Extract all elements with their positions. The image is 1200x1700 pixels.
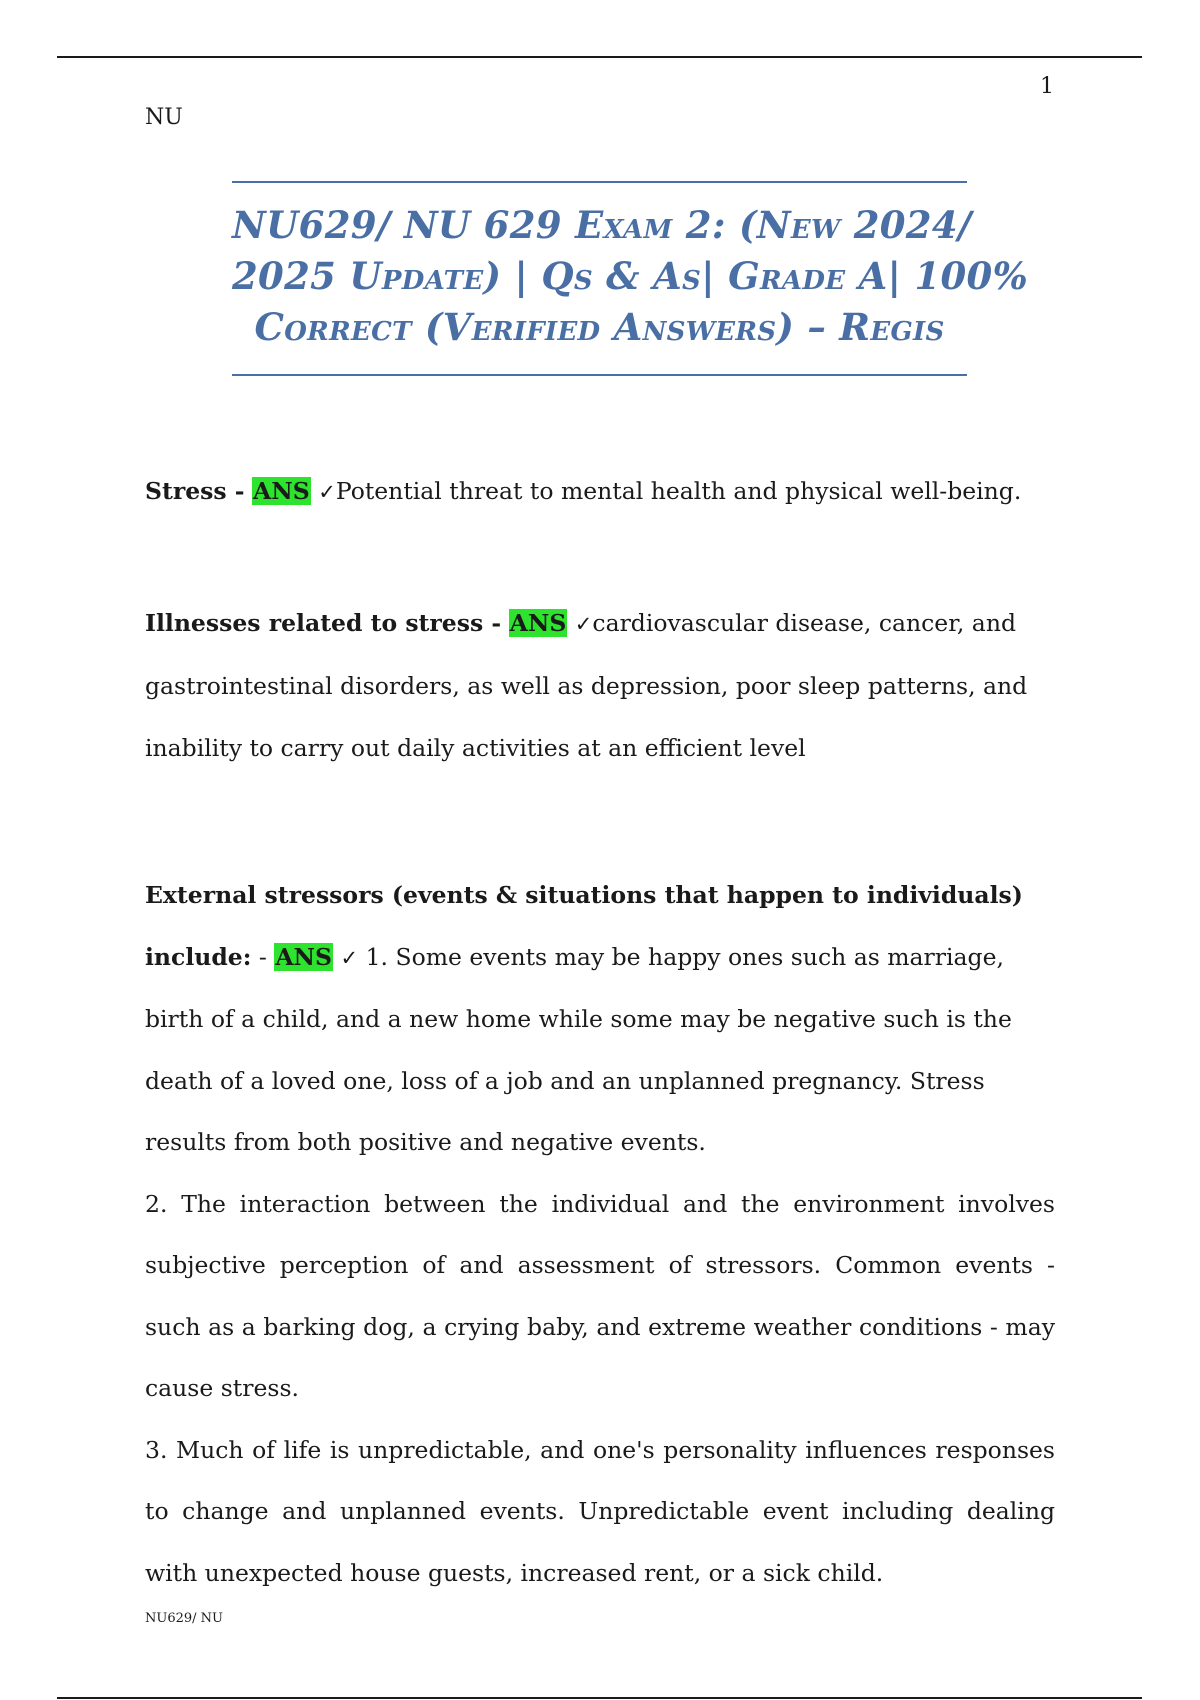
checkmark-icon: ✓ [574,612,593,636]
title-line-3: Correct (Verified Answers) – Regis [254,305,945,349]
answer-point-2: 2. The interaction between the individual and the environment involves subjective perception of and assessment of stressors. Common events - such as a barking dog, a crying baby, and extreme weather conditions - may cause stress. [145,1189,1055,1402]
question-term: External stressors (events & situations that happen to individuals) include: [145,881,1023,971]
answer-point-3: 3. Much of life is unpredictable, and one's personality influences responses to change and unplanned events. Unpredictable event including dealing with unexpected house guests, increased rent, or a sick child. [145,1435,1055,1587]
answer-prefix: - [258,942,267,971]
running-footer: NU629/ NU [145,1611,223,1626]
qa-entry-illnesses [145,592,1055,779]
title-line-2: 2025 Update) | Qs & As| Grade A| 100% [232,254,1029,298]
ans-highlight: ANS [253,477,310,505]
top-rule [57,56,1142,58]
answer-text: Potential threat to mental health and physical well-being. [335,477,1022,505]
question-term: Illnesses related to stress - [145,609,502,637]
checkmark-icon: ✓ [340,945,359,970]
question-term: Stress - [145,477,245,505]
title-line-1: NU629/ NU 629 Exam 2: (New 2024/ [232,203,972,247]
qa-content [145,467,1055,1604]
ans-highlight: ANS [509,609,567,637]
qa-entry-external-stressors [145,865,1055,1604]
title-rule-top [232,181,967,183]
running-header: NU [145,105,183,130]
title-rule-bottom [232,374,967,376]
page-number: 1 [1040,74,1054,99]
checkmark-icon: ✓ [318,480,336,504]
document-title [232,200,1029,353]
ans-highlight: ANS [275,942,333,971]
answer-text: cardiovascular disease, cancer, and gastrointestinal disorders, as well as depression, poor sleep patterns, and inability to carry out daily activities at an efficient level [145,609,1028,762]
qa-entry-stress [145,467,1055,516]
answer-point-1: 1. Some events may be happy ones such as marriage, birth of a child, and a new home while some may be negative such is the death of a loved one, loss of a job and an unplanned pregnancy. Stress results from both positive and negative events. [145,942,1012,1156]
bottom-rule [57,1697,1142,1699]
